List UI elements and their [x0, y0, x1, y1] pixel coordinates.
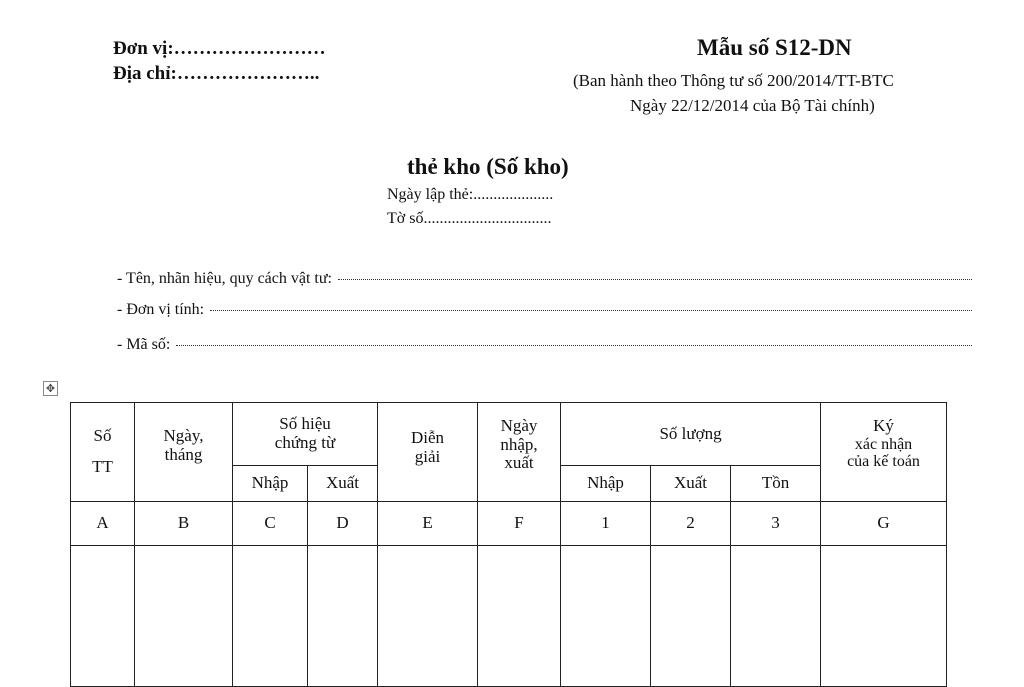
header-signature-line3: của kế toán	[847, 453, 920, 471]
created-date-line: Ngày lập thẻ:....................	[387, 186, 554, 203]
header-description-line2: giải	[414, 446, 441, 466]
header-io-date-line1: Ngày	[500, 416, 538, 435]
address-label: Địa chỉ:…………………..	[113, 63, 320, 84]
header-voucher	[233, 403, 378, 466]
column-code: 2	[651, 502, 731, 546]
column-code: F	[478, 502, 561, 546]
document-title: thẻ kho (Số kho)	[407, 154, 569, 179]
table-cell[interactable]	[233, 546, 308, 687]
header-stt-top: Số	[93, 426, 112, 446]
code-field-label: - Mã số:	[117, 336, 171, 353]
table-cell[interactable]	[71, 546, 135, 687]
header-description	[378, 403, 478, 502]
material-field-dots	[338, 278, 972, 280]
header-signature	[821, 403, 947, 502]
header-qty-in: Nhập	[561, 466, 651, 502]
issued-line-2: Ngày 22/12/2014 của Bộ Tài chính)	[630, 96, 875, 115]
header-stt-bottom: TT	[92, 457, 113, 476]
table-cell[interactable]	[561, 546, 651, 687]
header-stt	[71, 403, 135, 502]
column-code: A	[71, 502, 135, 546]
form-code: Mẫu số S12-DN	[697, 35, 852, 60]
issued-line-1: (Ban hành theo Thông tư số 200/2014/TT-BTC	[573, 71, 894, 90]
header-description-line1: Diễn	[410, 428, 445, 447]
material-field-label: - Tên, nhãn hiệu, quy cách vật tư:	[117, 270, 332, 287]
table-row	[71, 546, 947, 687]
header-qty-out: Xuất	[651, 466, 731, 502]
header-voucher-line1: Số hiệu	[279, 414, 331, 434]
code-field	[117, 336, 972, 354]
column-code: C	[233, 502, 308, 546]
sheet-number-line: Tờ số................................	[387, 210, 552, 227]
column-code: D	[308, 502, 378, 546]
code-field-dots	[176, 344, 972, 346]
table-cell[interactable]	[731, 546, 821, 687]
table-cell[interactable]	[651, 546, 731, 687]
header-quantity: Số lượng	[561, 403, 821, 466]
header-date-line1: Ngày,	[163, 426, 204, 445]
stock-ledger-table	[70, 402, 947, 687]
column-code: 3	[731, 502, 821, 546]
unit-field-label: - Đơn vị tính:	[117, 301, 205, 318]
column-code: B	[135, 502, 233, 546]
table-cell[interactable]	[135, 546, 233, 687]
header-date	[135, 403, 233, 502]
header-voucher-line2: chứng từ	[274, 433, 336, 452]
column-code: 1	[561, 502, 651, 546]
header-date-line2: tháng	[164, 444, 203, 464]
material-field	[117, 270, 972, 288]
header-voucher-in: Nhập	[233, 466, 308, 502]
header-io-date	[478, 403, 561, 502]
unit-field-dots	[210, 309, 972, 311]
table-cell[interactable]	[378, 546, 478, 687]
table-cell[interactable]	[478, 546, 561, 687]
header-signature-line2: xác nhận	[854, 435, 913, 453]
column-code-row	[71, 502, 947, 546]
table-cell[interactable]	[821, 546, 947, 687]
table-cell[interactable]	[308, 546, 378, 687]
header-io-date-line2: nhập,	[500, 434, 538, 454]
unit-field	[117, 301, 972, 319]
unit-label: Đơn vị:……………………	[113, 38, 326, 59]
column-code: E	[378, 502, 478, 546]
header-qty-stock: Tồn	[731, 466, 821, 502]
move-handle-icon[interactable]: ✥	[43, 381, 58, 396]
header-io-date-line3: xuất	[504, 453, 534, 473]
header-voucher-out: Xuất	[308, 466, 378, 502]
header-signature-line1: Ký	[873, 416, 894, 435]
column-code: G	[821, 502, 947, 546]
